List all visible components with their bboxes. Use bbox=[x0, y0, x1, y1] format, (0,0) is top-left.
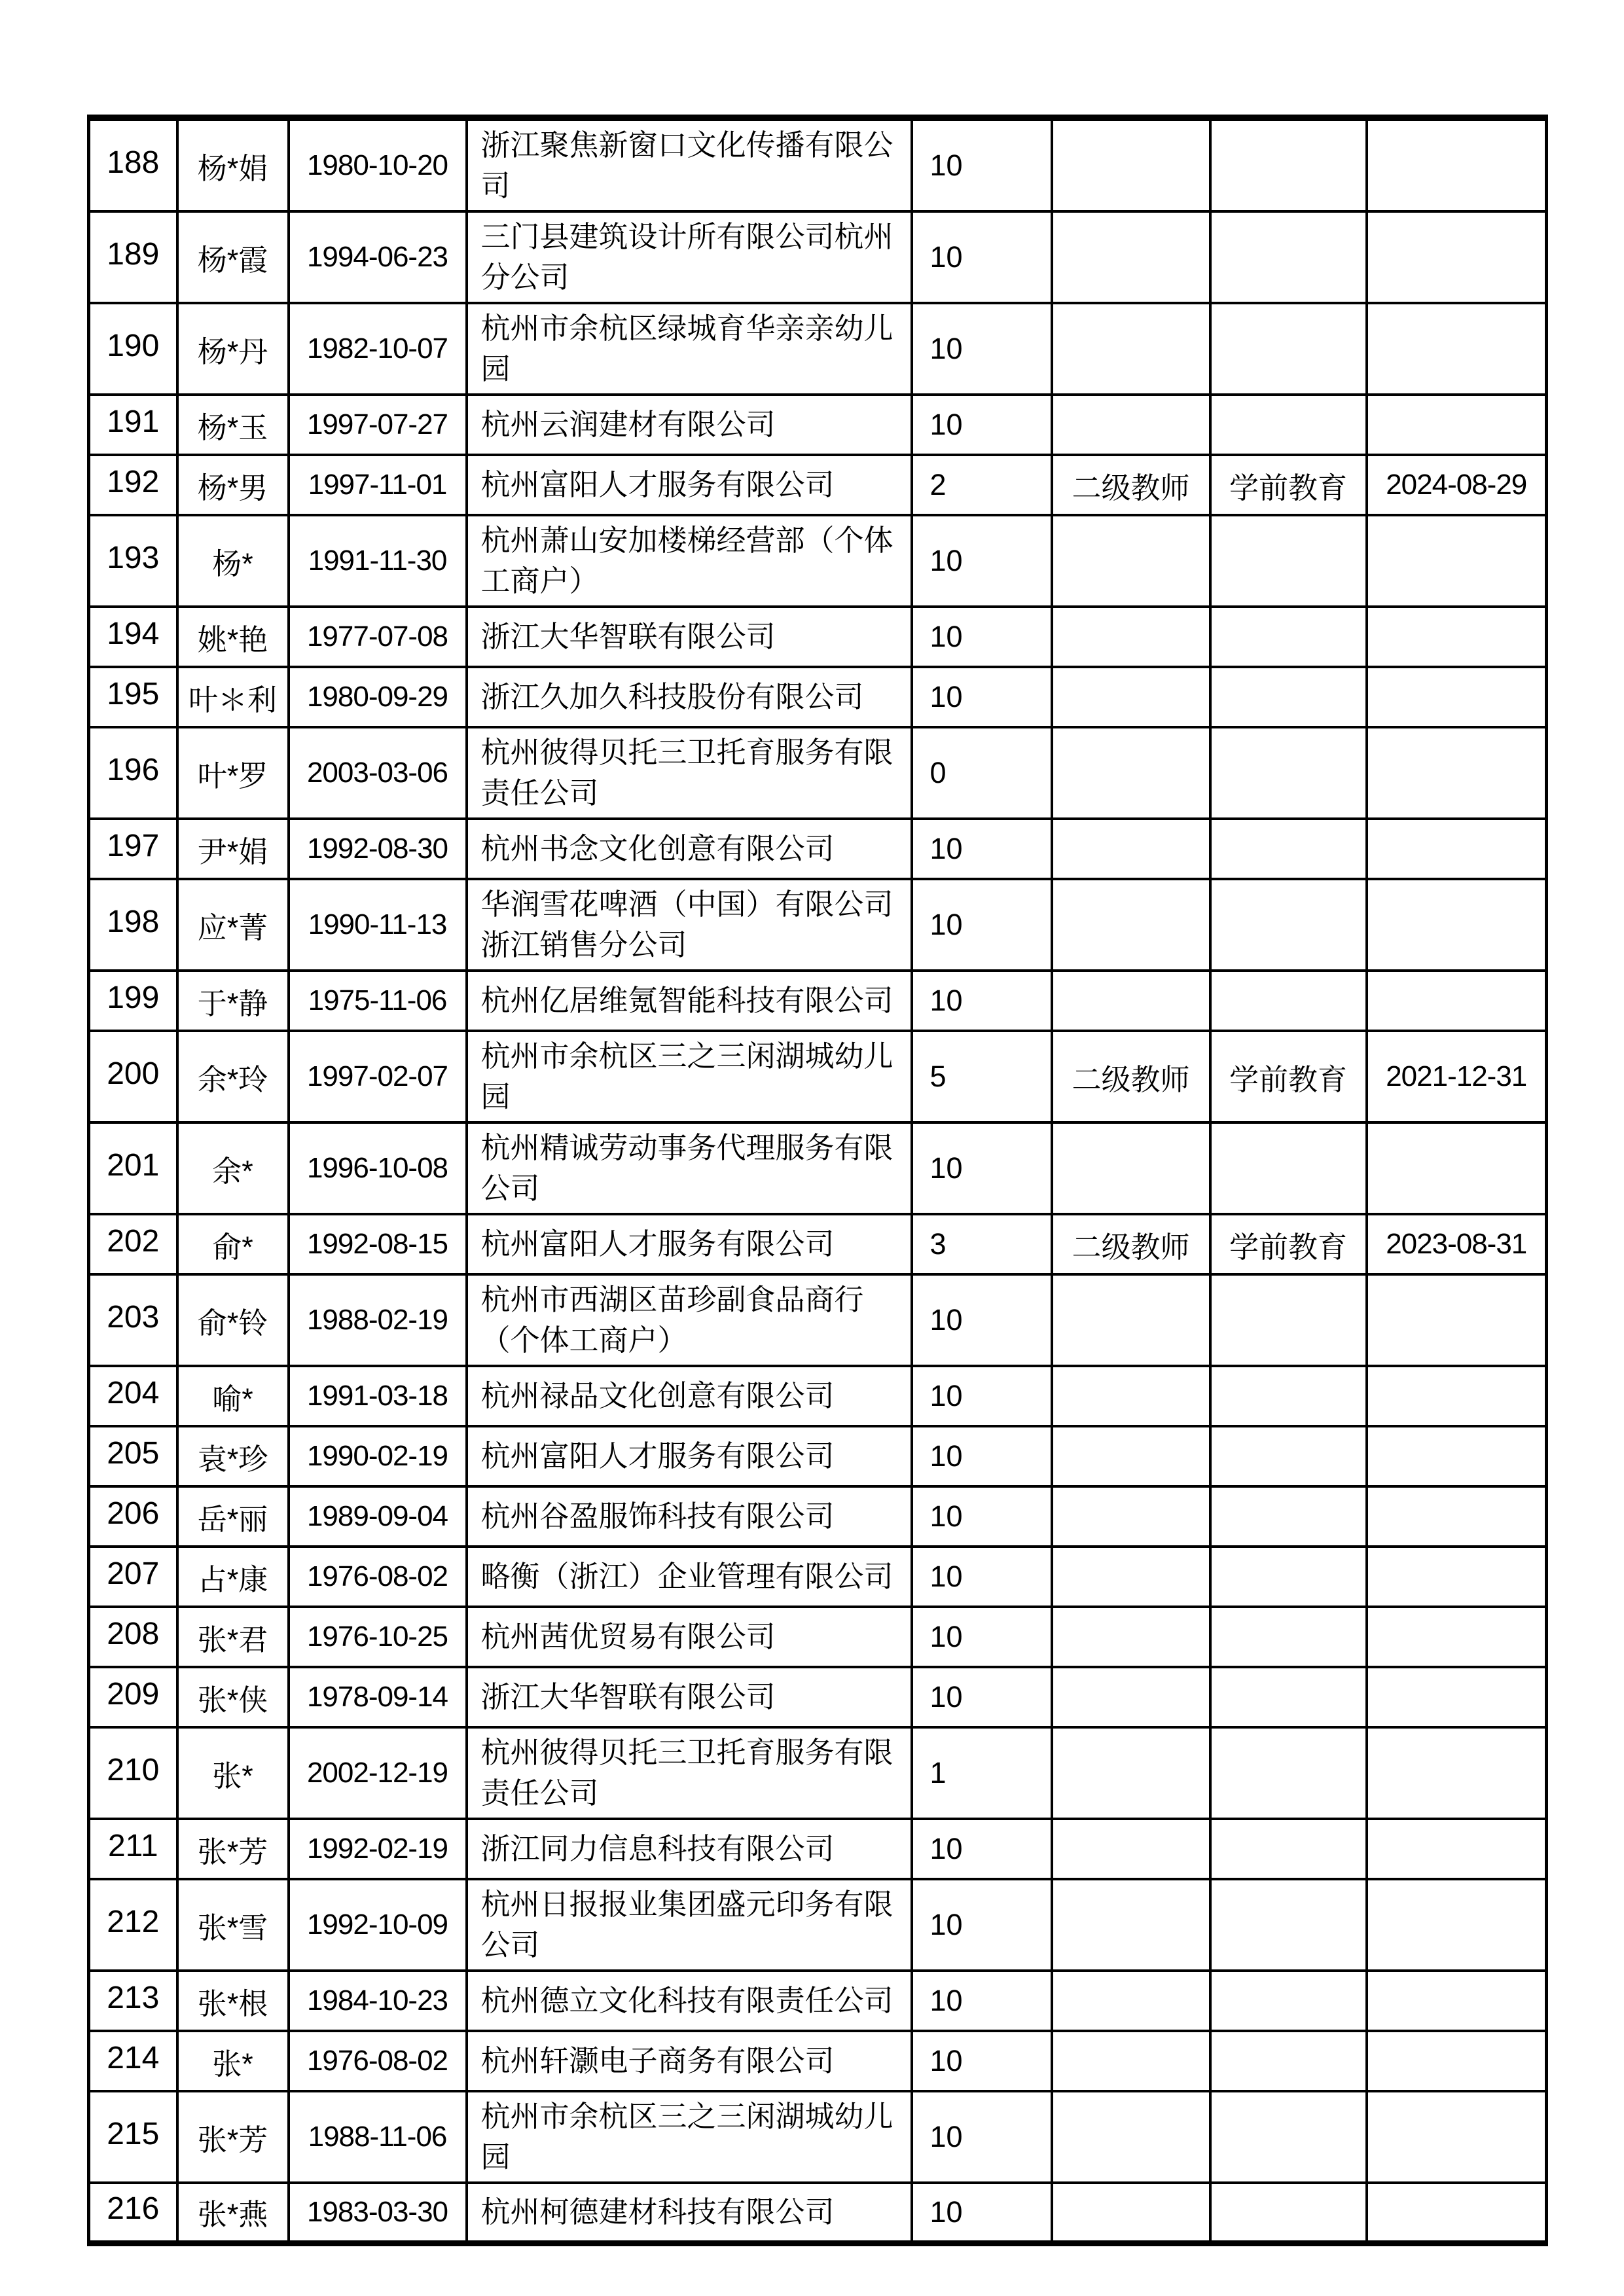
cell-subject bbox=[1210, 1122, 1367, 1214]
table-row bbox=[89, 211, 1547, 303]
cell-score: 10 bbox=[912, 515, 1052, 607]
cell-subject bbox=[1210, 211, 1367, 303]
cell-expire-date bbox=[1367, 303, 1547, 395]
cell-teacher-title bbox=[1052, 395, 1210, 455]
cell-row-number: 196 bbox=[89, 727, 177, 819]
cell-row-number: 193 bbox=[89, 515, 177, 607]
cell-row-number: 188 bbox=[89, 118, 177, 211]
cell-teacher-title: 二级教师 bbox=[1052, 1031, 1210, 1122]
cell-score: 10 bbox=[912, 667, 1052, 727]
cell-score: 10 bbox=[912, 1819, 1052, 1879]
cell-employer: 杭州谷盈服饰科技有限公司 bbox=[467, 1486, 912, 1547]
cell-birth-date: 1983-03-30 bbox=[289, 2183, 467, 2243]
table-row bbox=[89, 1122, 1547, 1214]
cell-teacher-title bbox=[1052, 2091, 1210, 2183]
cell-teacher-title bbox=[1052, 1366, 1210, 1426]
table-row bbox=[89, 1426, 1547, 1486]
cell-person-name: 岳*丽 bbox=[177, 1486, 289, 1547]
cell-row-number: 203 bbox=[89, 1274, 177, 1366]
table-row bbox=[89, 819, 1547, 879]
cell-score: 10 bbox=[912, 1426, 1052, 1486]
cell-person-name: 张* bbox=[177, 2031, 289, 2091]
cell-teacher-title bbox=[1052, 1122, 1210, 1214]
cell-expire-date bbox=[1367, 2031, 1547, 2091]
cell-employer: 杭州彼得贝托三卫托育服务有限责任公司 bbox=[467, 727, 912, 819]
cell-person-name: 杨*娟 bbox=[177, 118, 289, 211]
cell-expire-date bbox=[1367, 2183, 1547, 2243]
table-row bbox=[89, 1667, 1547, 1727]
cell-row-number: 195 bbox=[89, 667, 177, 727]
cell-score: 10 bbox=[912, 303, 1052, 395]
cell-score: 10 bbox=[912, 2091, 1052, 2183]
cell-score: 10 bbox=[912, 819, 1052, 879]
table-row bbox=[89, 2031, 1547, 2091]
table-body bbox=[89, 118, 1547, 2243]
cell-expire-date bbox=[1367, 607, 1547, 667]
table-row bbox=[89, 667, 1547, 727]
cell-birth-date: 1989-09-04 bbox=[289, 1486, 467, 1547]
cell-subject bbox=[1210, 1486, 1367, 1547]
table-row bbox=[89, 303, 1547, 395]
cell-expire-date bbox=[1367, 1547, 1547, 1607]
cell-subject bbox=[1210, 607, 1367, 667]
cell-birth-date: 2003-03-06 bbox=[289, 727, 467, 819]
cell-subject bbox=[1210, 1727, 1367, 1819]
cell-person-name: 张* bbox=[177, 1727, 289, 1819]
cell-score: 10 bbox=[912, 2031, 1052, 2091]
cell-score: 10 bbox=[912, 1607, 1052, 1667]
cell-person-name: 尹*娟 bbox=[177, 819, 289, 879]
cell-row-number: 190 bbox=[89, 303, 177, 395]
cell-row-number: 212 bbox=[89, 1879, 177, 1971]
cell-employer: 杭州德立文化科技有限责任公司 bbox=[467, 1971, 912, 2031]
table-row bbox=[89, 1547, 1547, 1607]
records-table bbox=[87, 115, 1548, 2246]
table-row bbox=[89, 1274, 1547, 1366]
cell-person-name: 余*玲 bbox=[177, 1031, 289, 1122]
cell-expire-date bbox=[1367, 727, 1547, 819]
cell-person-name: 应*菁 bbox=[177, 879, 289, 971]
cell-subject bbox=[1210, 1667, 1367, 1727]
cell-expire-date bbox=[1367, 879, 1547, 971]
cell-teacher-title bbox=[1052, 727, 1210, 819]
cell-person-name: 张*雪 bbox=[177, 1879, 289, 1971]
cell-employer: 浙江大华智联有限公司 bbox=[467, 1667, 912, 1727]
cell-row-number: 214 bbox=[89, 2031, 177, 2091]
cell-expire-date bbox=[1367, 1607, 1547, 1667]
cell-score: 10 bbox=[912, 2183, 1052, 2243]
cell-person-name: 余* bbox=[177, 1122, 289, 1214]
cell-expire-date bbox=[1367, 971, 1547, 1031]
cell-teacher-title bbox=[1052, 971, 1210, 1031]
cell-row-number: 199 bbox=[89, 971, 177, 1031]
cell-score: 2 bbox=[912, 455, 1052, 515]
cell-employer: 杭州轩灏电子商务有限公司 bbox=[467, 2031, 912, 2091]
cell-employer: 杭州市余杭区三之三闲湖城幼儿园 bbox=[467, 1031, 912, 1122]
cell-row-number: 202 bbox=[89, 1214, 177, 1274]
cell-teacher-title bbox=[1052, 1727, 1210, 1819]
cell-score: 10 bbox=[912, 395, 1052, 455]
cell-row-number: 197 bbox=[89, 819, 177, 879]
cell-score: 10 bbox=[912, 1486, 1052, 1547]
table-row bbox=[89, 455, 1547, 515]
table-row bbox=[89, 2183, 1547, 2243]
cell-teacher-title bbox=[1052, 303, 1210, 395]
cell-employer: 华润雪花啤酒（中国）有限公司浙江销售分公司 bbox=[467, 879, 912, 971]
cell-employer: 杭州书念文化创意有限公司 bbox=[467, 819, 912, 879]
table-row bbox=[89, 1727, 1547, 1819]
cell-score: 10 bbox=[912, 607, 1052, 667]
cell-birth-date: 1992-02-19 bbox=[289, 1819, 467, 1879]
table-row bbox=[89, 1819, 1547, 1879]
cell-score: 10 bbox=[912, 971, 1052, 1031]
cell-birth-date: 1976-10-25 bbox=[289, 1607, 467, 1667]
cell-birth-date: 1992-08-15 bbox=[289, 1214, 467, 1274]
cell-score: 3 bbox=[912, 1214, 1052, 1274]
cell-employer: 杭州市西湖区苗珍副食品商行（个体工商户） bbox=[467, 1274, 912, 1366]
cell-birth-date: 1997-11-01 bbox=[289, 455, 467, 515]
cell-person-name: 张*根 bbox=[177, 1971, 289, 2031]
table-row bbox=[89, 1607, 1547, 1667]
cell-employer: 杭州禄品文化创意有限公司 bbox=[467, 1366, 912, 1426]
table-row bbox=[89, 2091, 1547, 2183]
cell-score: 10 bbox=[912, 879, 1052, 971]
cell-subject bbox=[1210, 515, 1367, 607]
cell-row-number: 207 bbox=[89, 1547, 177, 1607]
cell-birth-date: 1991-11-30 bbox=[289, 515, 467, 607]
cell-subject bbox=[1210, 303, 1367, 395]
cell-person-name: 杨*男 bbox=[177, 455, 289, 515]
cell-subject bbox=[1210, 1274, 1367, 1366]
cell-teacher-title bbox=[1052, 1971, 1210, 2031]
cell-person-name: 杨*玉 bbox=[177, 395, 289, 455]
cell-teacher-title bbox=[1052, 819, 1210, 879]
cell-person-name: 于*静 bbox=[177, 971, 289, 1031]
cell-score: 10 bbox=[912, 1547, 1052, 1607]
cell-employer: 杭州茜优贸易有限公司 bbox=[467, 1607, 912, 1667]
cell-subject bbox=[1210, 667, 1367, 727]
cell-row-number: 201 bbox=[89, 1122, 177, 1214]
cell-birth-date: 1990-02-19 bbox=[289, 1426, 467, 1486]
cell-birth-date: 1991-03-18 bbox=[289, 1366, 467, 1426]
cell-subject bbox=[1210, 1426, 1367, 1486]
cell-subject: 学前教育 bbox=[1210, 1214, 1367, 1274]
cell-subject bbox=[1210, 1971, 1367, 2031]
cell-employer: 杭州萧山安加楼梯经营部（个体工商户） bbox=[467, 515, 912, 607]
cell-score: 10 bbox=[912, 118, 1052, 211]
cell-birth-date: 1975-11-06 bbox=[289, 971, 467, 1031]
cell-teacher-title: 二级教师 bbox=[1052, 455, 1210, 515]
cell-subject bbox=[1210, 2031, 1367, 2091]
cell-person-name: 占*康 bbox=[177, 1547, 289, 1607]
cell-score: 10 bbox=[912, 1667, 1052, 1727]
cell-person-name: 袁*珍 bbox=[177, 1426, 289, 1486]
cell-birth-date: 1997-07-27 bbox=[289, 395, 467, 455]
table-row bbox=[89, 1879, 1547, 1971]
cell-teacher-title bbox=[1052, 118, 1210, 211]
cell-expire-date bbox=[1367, 515, 1547, 607]
cell-person-name: 杨* bbox=[177, 515, 289, 607]
cell-row-number: 204 bbox=[89, 1366, 177, 1426]
cell-employer: 浙江同力信息科技有限公司 bbox=[467, 1819, 912, 1879]
cell-row-number: 208 bbox=[89, 1607, 177, 1667]
table-row bbox=[89, 515, 1547, 607]
cell-row-number: 205 bbox=[89, 1426, 177, 1486]
cell-teacher-title bbox=[1052, 1667, 1210, 1727]
cell-subject bbox=[1210, 1607, 1367, 1667]
cell-employer: 杭州富阳人才服务有限公司 bbox=[467, 1214, 912, 1274]
cell-expire-date bbox=[1367, 1971, 1547, 2031]
cell-employer: 杭州富阳人才服务有限公司 bbox=[467, 1426, 912, 1486]
cell-person-name: 张*侠 bbox=[177, 1667, 289, 1727]
cell-person-name: 张*君 bbox=[177, 1607, 289, 1667]
table-row bbox=[89, 1214, 1547, 1274]
cell-employer: 杭州云润建材有限公司 bbox=[467, 395, 912, 455]
cell-person-name: 杨*霞 bbox=[177, 211, 289, 303]
cell-teacher-title bbox=[1052, 1819, 1210, 1879]
cell-birth-date: 1997-02-07 bbox=[289, 1031, 467, 1122]
cell-teacher-title bbox=[1052, 211, 1210, 303]
cell-birth-date: 1994-06-23 bbox=[289, 211, 467, 303]
table-row bbox=[89, 1971, 1547, 2031]
cell-expire-date bbox=[1367, 1426, 1547, 1486]
table-row bbox=[89, 1031, 1547, 1122]
cell-subject bbox=[1210, 2091, 1367, 2183]
cell-score: 1 bbox=[912, 1727, 1052, 1819]
cell-row-number: 191 bbox=[89, 395, 177, 455]
cell-expire-date: 2024-08-29 bbox=[1367, 455, 1547, 515]
cell-teacher-title bbox=[1052, 1274, 1210, 1366]
cell-employer: 杭州日报报业集团盛元印务有限公司 bbox=[467, 1879, 912, 1971]
table-row bbox=[89, 607, 1547, 667]
table-row bbox=[89, 879, 1547, 971]
cell-birth-date: 1992-10-09 bbox=[289, 1879, 467, 1971]
cell-expire-date bbox=[1367, 1122, 1547, 1214]
cell-expire-date: 2021-12-31 bbox=[1367, 1031, 1547, 1122]
cell-subject bbox=[1210, 118, 1367, 211]
cell-birth-date: 1984-10-23 bbox=[289, 1971, 467, 2031]
cell-expire-date bbox=[1367, 1879, 1547, 1971]
cell-row-number: 216 bbox=[89, 2183, 177, 2243]
cell-teacher-title: 二级教师 bbox=[1052, 1214, 1210, 1274]
cell-expire-date bbox=[1367, 2091, 1547, 2183]
cell-person-name: 张*芳 bbox=[177, 1819, 289, 1879]
cell-subject bbox=[1210, 1819, 1367, 1879]
cell-subject bbox=[1210, 1879, 1367, 1971]
cell-subject bbox=[1210, 2183, 1367, 2243]
cell-birth-date: 1982-10-07 bbox=[289, 303, 467, 395]
cell-teacher-title bbox=[1052, 1607, 1210, 1667]
cell-row-number: 194 bbox=[89, 607, 177, 667]
cell-person-name: 姚*艳 bbox=[177, 607, 289, 667]
cell-expire-date bbox=[1367, 1366, 1547, 1426]
cell-employer: 杭州亿居维氪智能科技有限公司 bbox=[467, 971, 912, 1031]
cell-employer: 浙江聚焦新窗口文化传播有限公司 bbox=[467, 118, 912, 211]
cell-employer: 杭州彼得贝托三卫托育服务有限责任公司 bbox=[467, 1727, 912, 1819]
cell-expire-date bbox=[1367, 1274, 1547, 1366]
cell-birth-date: 1976-08-02 bbox=[289, 1547, 467, 1607]
cell-birth-date: 1978-09-14 bbox=[289, 1667, 467, 1727]
cell-expire-date bbox=[1367, 667, 1547, 727]
cell-subject bbox=[1210, 879, 1367, 971]
cell-person-name: 张*芳 bbox=[177, 2091, 289, 2183]
cell-person-name: 叶＊利 bbox=[177, 667, 289, 727]
cell-score: 5 bbox=[912, 1031, 1052, 1122]
cell-expire-date bbox=[1367, 395, 1547, 455]
cell-row-number: 192 bbox=[89, 455, 177, 515]
cell-teacher-title bbox=[1052, 2183, 1210, 2243]
cell-score: 10 bbox=[912, 1366, 1052, 1426]
cell-employer: 杭州市余杭区绿城育华亲亲幼儿园 bbox=[467, 303, 912, 395]
cell-birth-date: 1988-11-06 bbox=[289, 2091, 467, 2183]
cell-row-number: 189 bbox=[89, 211, 177, 303]
cell-score: 10 bbox=[912, 211, 1052, 303]
cell-employer: 杭州市余杭区三之三闲湖城幼儿园 bbox=[467, 2091, 912, 2183]
cell-birth-date: 1996-10-08 bbox=[289, 1122, 467, 1214]
cell-expire-date: 2023-08-31 bbox=[1367, 1214, 1547, 1274]
cell-score: 10 bbox=[912, 1122, 1052, 1214]
cell-expire-date bbox=[1367, 819, 1547, 879]
table-row bbox=[89, 118, 1547, 211]
cell-score: 10 bbox=[912, 1879, 1052, 1971]
cell-expire-date bbox=[1367, 1727, 1547, 1819]
cell-row-number: 215 bbox=[89, 2091, 177, 2183]
cell-birth-date: 2002-12-19 bbox=[289, 1727, 467, 1819]
cell-score: 0 bbox=[912, 727, 1052, 819]
cell-subject bbox=[1210, 971, 1367, 1031]
cell-employer: 略衡（浙江）企业管理有限公司 bbox=[467, 1547, 912, 1607]
cell-teacher-title bbox=[1052, 1547, 1210, 1607]
cell-birth-date: 1976-08-02 bbox=[289, 2031, 467, 2091]
table-row bbox=[89, 1486, 1547, 1547]
cell-row-number: 211 bbox=[89, 1819, 177, 1879]
table-row bbox=[89, 1366, 1547, 1426]
cell-birth-date: 1977-07-08 bbox=[289, 607, 467, 667]
cell-employer: 浙江久加久科技股份有限公司 bbox=[467, 667, 912, 727]
cell-person-name: 杨*丹 bbox=[177, 303, 289, 395]
cell-birth-date: 1988-02-19 bbox=[289, 1274, 467, 1366]
table-row bbox=[89, 971, 1547, 1031]
cell-subject bbox=[1210, 1547, 1367, 1607]
table-row bbox=[89, 727, 1547, 819]
cell-row-number: 210 bbox=[89, 1727, 177, 1819]
cell-teacher-title bbox=[1052, 515, 1210, 607]
cell-subject bbox=[1210, 727, 1367, 819]
cell-teacher-title bbox=[1052, 879, 1210, 971]
cell-person-name: 叶*罗 bbox=[177, 727, 289, 819]
cell-employer: 杭州富阳人才服务有限公司 bbox=[467, 455, 912, 515]
cell-expire-date bbox=[1367, 1486, 1547, 1547]
cell-teacher-title bbox=[1052, 2031, 1210, 2091]
cell-teacher-title bbox=[1052, 607, 1210, 667]
cell-expire-date bbox=[1367, 1667, 1547, 1727]
cell-person-name: 俞*铃 bbox=[177, 1274, 289, 1366]
cell-subject bbox=[1210, 395, 1367, 455]
cell-row-number: 213 bbox=[89, 1971, 177, 2031]
cell-row-number: 206 bbox=[89, 1486, 177, 1547]
cell-subject bbox=[1210, 1366, 1367, 1426]
cell-birth-date: 1980-09-29 bbox=[289, 667, 467, 727]
cell-employer: 杭州精诚劳动事务代理服务有限公司 bbox=[467, 1122, 912, 1214]
cell-subject bbox=[1210, 819, 1367, 879]
table-row bbox=[89, 395, 1547, 455]
cell-employer: 三门县建筑设计所有限公司杭州分公司 bbox=[467, 211, 912, 303]
cell-teacher-title bbox=[1052, 667, 1210, 727]
cell-employer: 浙江大华智联有限公司 bbox=[467, 607, 912, 667]
cell-birth-date: 1980-10-20 bbox=[289, 118, 467, 211]
cell-expire-date bbox=[1367, 118, 1547, 211]
cell-person-name: 张*燕 bbox=[177, 2183, 289, 2243]
cell-birth-date: 1990-11-13 bbox=[289, 879, 467, 971]
cell-expire-date bbox=[1367, 211, 1547, 303]
cell-teacher-title bbox=[1052, 1426, 1210, 1486]
cell-expire-date bbox=[1367, 1819, 1547, 1879]
cell-person-name: 喻* bbox=[177, 1366, 289, 1426]
cell-row-number: 209 bbox=[89, 1667, 177, 1727]
cell-employer: 杭州柯德建材科技有限公司 bbox=[467, 2183, 912, 2243]
cell-row-number: 198 bbox=[89, 879, 177, 971]
cell-score: 10 bbox=[912, 1274, 1052, 1366]
cell-subject: 学前教育 bbox=[1210, 455, 1367, 515]
cell-teacher-title bbox=[1052, 1486, 1210, 1547]
cell-score: 10 bbox=[912, 1971, 1052, 2031]
cell-person-name: 俞* bbox=[177, 1214, 289, 1274]
cell-row-number: 200 bbox=[89, 1031, 177, 1122]
cell-birth-date: 1992-08-30 bbox=[289, 819, 467, 879]
cell-teacher-title bbox=[1052, 1879, 1210, 1971]
cell-subject: 学前教育 bbox=[1210, 1031, 1367, 1122]
